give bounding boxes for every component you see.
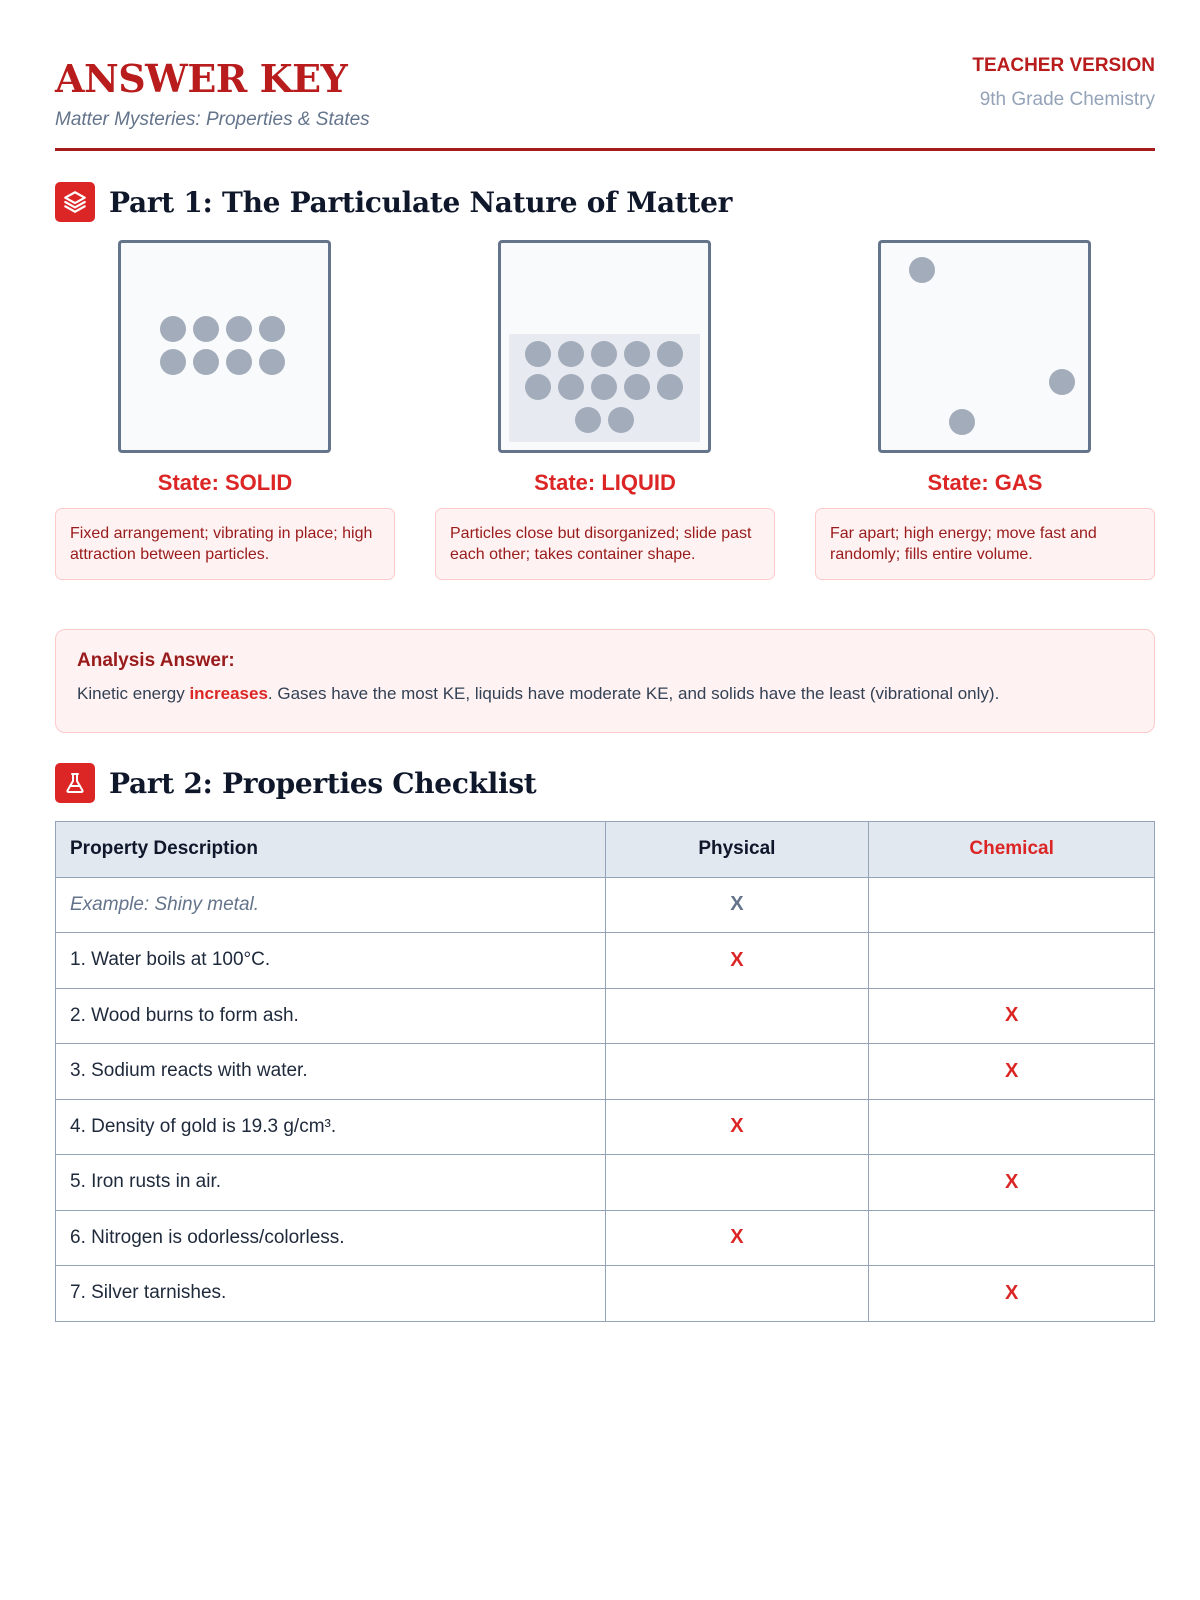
particle [657, 341, 683, 367]
page-subtitle: Matter Mysteries: Properties & States [55, 109, 370, 130]
properties-table [55, 821, 1155, 1322]
part2-title: Part 2: Properties Checklist [109, 766, 537, 800]
particle [226, 349, 252, 375]
particle [160, 349, 186, 375]
physical-mark: X [605, 1210, 869, 1266]
physical-mark: X [605, 933, 869, 989]
property-description: 3. Sodium reacts with water. [56, 1044, 606, 1100]
table-row [56, 1266, 1155, 1322]
chemical-mark: X [869, 1044, 1155, 1100]
state-description: Fixed arrangement; vibrating in place; high attraction between particles. [55, 508, 395, 580]
physical-mark: X [605, 1099, 869, 1155]
particle [575, 407, 601, 433]
liquid-particle-box [498, 240, 711, 453]
state-label: State: SOLID [157, 470, 293, 495]
particle [525, 374, 551, 400]
particle [657, 374, 683, 400]
column-header-description: Property Description [56, 822, 606, 878]
property-description: 6. Nitrogen is odorless/colorless. [56, 1210, 606, 1266]
analysis-answer-box [55, 629, 1155, 733]
table-row [56, 877, 1155, 933]
table-row [56, 1210, 1155, 1266]
analysis-prefix: Kinetic energy [77, 684, 190, 703]
part2-heading [55, 763, 536, 803]
table-row [56, 1155, 1155, 1211]
property-description: Example: Shiny metal. [56, 877, 606, 933]
property-description: 1. Water boils at 100°C. [56, 933, 606, 989]
physical-mark [605, 1155, 869, 1211]
chemical-mark [869, 1210, 1155, 1266]
grade-label: 9th Grade Chemistry [979, 89, 1155, 110]
particle [259, 316, 285, 342]
part1-title: Part 1: The Particulate Nature of Matter [109, 185, 733, 219]
chemical-mark [869, 933, 1155, 989]
particle [1049, 369, 1075, 395]
answer-key-page [55, 0, 1155, 1304]
particle [558, 341, 584, 367]
particle [525, 341, 551, 367]
particle [608, 407, 634, 433]
analysis-title: Analysis Answer: [77, 650, 235, 671]
particle [591, 341, 617, 367]
property-description: 2. Wood burns to form ash. [56, 988, 606, 1044]
state-description: Far apart; high energy; move fast and randomly; fills entire volume. [815, 508, 1155, 580]
particle [160, 316, 186, 342]
particle [558, 374, 584, 400]
table-header-row [56, 822, 1155, 878]
particle [624, 341, 650, 367]
particle [226, 316, 252, 342]
particle [949, 409, 975, 435]
table-row [56, 988, 1155, 1044]
physical-mark [605, 1266, 869, 1322]
part1-heading [55, 182, 732, 222]
chemical-mark: X [869, 1266, 1155, 1322]
particle [624, 374, 650, 400]
page-header [55, 0, 1155, 151]
table-row [56, 933, 1155, 989]
analysis-suffix: . Gases have the most KE, liquids have moderate KE, and solids have the least (vibrational only). [267, 684, 1000, 703]
particle [259, 349, 285, 375]
state-label: State: GAS [927, 470, 1043, 495]
particle [591, 374, 617, 400]
column-header-physical: Physical [605, 822, 869, 878]
analysis-text [77, 684, 1133, 704]
gas-particle-box [878, 240, 1091, 453]
page-title: ANSWER KEY [55, 56, 348, 101]
chemical-mark [869, 877, 1155, 933]
chemical-mark [869, 1099, 1155, 1155]
particle [909, 257, 935, 283]
property-description: 5. Iron rusts in air. [56, 1155, 606, 1211]
analysis-highlight: increases [189, 684, 268, 703]
table-row [56, 1044, 1155, 1100]
column-header-chemical: Chemical [869, 822, 1155, 878]
property-description: 7. Silver tarnishes. [56, 1266, 606, 1322]
chemical-mark: X [869, 988, 1155, 1044]
state-description: Particles close but disorganized; slide past each other; takes container shape. [435, 508, 775, 580]
particle [193, 349, 219, 375]
layers-icon [55, 182, 95, 222]
table-row [56, 1099, 1155, 1155]
chemical-mark: X [869, 1155, 1155, 1211]
state-label: State: LIQUID [534, 470, 676, 495]
physical-mark: X [605, 877, 869, 933]
property-description: 4. Density of gold is 19.3 g/cm³. [56, 1099, 606, 1155]
physical-mark [605, 988, 869, 1044]
version-label: TEACHER VERSION [972, 55, 1155, 76]
physical-mark [605, 1044, 869, 1100]
solid-particle-box [118, 240, 331, 453]
flask-icon [55, 763, 95, 803]
particle [193, 316, 219, 342]
